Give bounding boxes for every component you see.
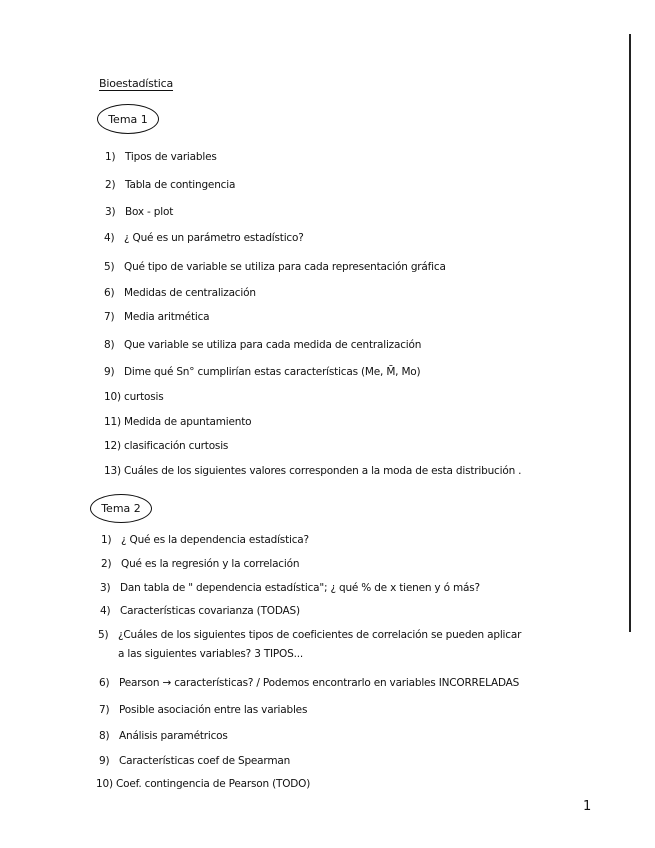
list-item: 9) Características coef de Spearman [99, 755, 291, 767]
list-item: 7) Media aritmética [104, 311, 210, 323]
list-item: 10) curtosis [104, 391, 164, 403]
tema-2-label: Tema 2 [101, 502, 141, 515]
list-item: 6) Pearson → características? / Podemos encontrarlo en variables INCORRELADAS [99, 677, 520, 689]
list-item: 2) Qué es la regresión y la correlación [101, 558, 300, 570]
list-item: 4) ¿ Qué es un parámetro estadístico? [104, 232, 304, 244]
list-item: 11) Medida de apuntamiento [104, 416, 252, 428]
list-item: 4) Características covarianza (TODAS) [100, 605, 300, 617]
list-item: 6) Medidas de centralización [104, 287, 256, 299]
list-item: 8) Que variable se utiliza para cada medida de centralización [104, 339, 422, 351]
list-item: 2) Tabla de contingencia [105, 179, 236, 191]
list-item: 5) ¿Cuáles de los siguientes tipos de coeficientes de correlación se pueden aplicar a las siguientes variables? 3 TIPOS... [98, 629, 522, 660]
list-item: 12) clasificación curtosis [104, 440, 229, 452]
list-item: 9) Dime qué Sn° cumplirían estas características (Me, M̄, Mo) [104, 366, 421, 378]
list-item: 3) Dan tabla de " dependencia estadística"; ¿ qué % de x tienen y ó más? [100, 582, 480, 594]
page-title: Bioestadística [99, 77, 174, 90]
list-item: 8) Análisis paramétricos [99, 730, 228, 742]
list-item: 3) Box - plot [105, 206, 174, 218]
page-edge-line [629, 34, 631, 632]
tema-1-heading [97, 104, 159, 134]
list-item: 5) Qué tipo de variable se utiliza para cada representación gráfica [104, 261, 446, 273]
list-item: 13) Cuáles de los siguientes valores corresponden a la moda de esta distribución . [104, 465, 522, 477]
list-item: 7) Posible asociación entre las variables [99, 704, 308, 716]
tema-2-heading [90, 494, 152, 523]
list-item: 10) Coef. contingencia de Pearson (TODO) [96, 778, 311, 790]
list-item: 1) Tipos de variables [105, 151, 217, 163]
page-number: 1 [583, 799, 592, 814]
list-item: 1) ¿ Qué es la dependencia estadística? [101, 534, 309, 546]
tema-1-label: Tema 1 [108, 112, 148, 126]
